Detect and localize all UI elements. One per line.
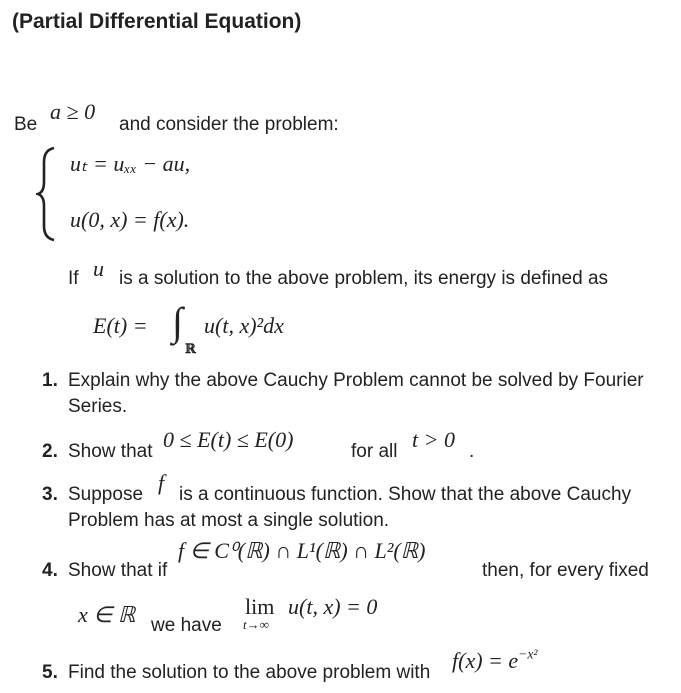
item-4-math2: x ∈ ℝ [78,602,136,627]
item-4-math1: f ∈ C⁰(ℝ) ∩ L¹(ℝ) ∩ L²(ℝ) [178,538,426,563]
item-3-text2: is a continuous function. Show that the above Cauchy [179,484,632,505]
system-equation-2: u(0, x) = f(x). [70,207,190,232]
item-4-text1: Show that if [68,560,168,581]
intro-suffix: and consider the problem: [119,114,339,135]
item-2-text2: for all [351,441,398,462]
energy-integrand: u(t, x)²dx [204,313,284,338]
item-3-line2: Problem has at most a single solution. [68,510,390,531]
item-3-math1: f [158,470,165,495]
item-2-end: . [469,441,475,462]
item-3-number: 3. [42,484,58,505]
limit-operator: lim [245,594,275,619]
item-4-number: 4. [42,560,58,581]
item-1-number: 1. [42,370,58,391]
system-equation-1: uₜ = uₓₓ − au, [70,151,191,176]
intro-prefix: Be [14,114,38,135]
item-4-text3: we have [151,615,222,636]
item-2-text1: Show that [68,441,153,462]
item-1-line1: Explain why the above Cauchy Problem cannot be solved by Fourier [68,370,644,391]
integral-domain: ℝ [185,342,196,357]
item-5-math1 [452,648,537,674]
energy-var: u [93,256,104,281]
item-5-math1-exponent: −x² [518,646,538,662]
integral-sign: ∫ [172,299,183,344]
item-3-text1: Suppose [68,484,144,505]
item-2-math2: t > 0 [412,427,455,452]
item-2-math1: 0 ≤ E(t) ≤ E(0) [163,427,294,452]
item-5-text1: Find the solution to the above problem with [68,662,431,683]
item-4-text2: then, for every fixed [482,560,649,581]
energy-prefix: If [68,268,79,289]
left-brace-icon [36,146,58,242]
condition-math: a ≥ 0 [50,99,96,124]
item-1-line2: Series. [68,396,128,417]
item-5-math1-base: f(x) = e [452,648,519,673]
page-title: (Partial Differential Equation) [12,10,302,33]
item-2-number: 2. [42,441,58,462]
energy-text: is a solution to the above problem, its energy is defined as [119,268,609,289]
limit-expression: u(t, x) = 0 [288,594,378,619]
energy-lhs: E(t) = [93,313,148,338]
limit-subscript: t→∞ [243,617,269,632]
item-5-number: 5. [42,662,58,683]
